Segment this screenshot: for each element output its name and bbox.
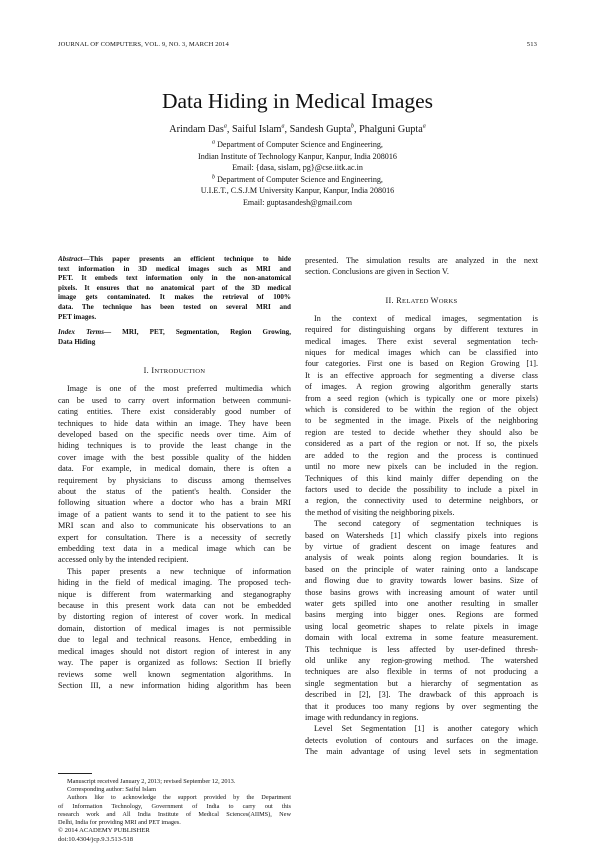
intro-paragraph-2 [58,566,291,691]
text-line: that it produces too many regions by over segmenting the [305,701,538,711]
text-line: requirement by physicians to discuss among themselves [58,475,291,485]
footnote-ack-line: research work and All India Institute of Medical Sciences(AIIMS), New [58,810,291,818]
related-paragraph-1 [305,313,538,518]
abstract-line: PET images. [58,312,97,321]
text-line: It is an effective approach for segmenting a diverse class [305,370,538,380]
index-terms-label: Index Terms [58,328,104,337]
text-line: image of a patient wants to send it to the patient to see his [58,509,291,519]
footnote-manuscript: Manuscript received January 2, 2013; revised September 12, 2013. [67,778,236,785]
text-line: techniques to hide data within an image. They have been [58,418,291,428]
text-line: are added to the region and the process is continued [305,450,538,460]
text-line: Level Set Segmentation [1] is another category which [314,724,538,734]
text-line: which is considered to be within the region of the object [305,405,538,415]
text-line: until no more new pixels can be included in the region. [305,462,538,472]
page-number: 513 [526,41,537,48]
text-line: of images. A region growing algorithm generally starts [305,382,538,392]
text-line: medical images should not distort region of interest in any [58,646,291,656]
text-line: hiding techniques is to provide the least change in the [58,441,291,451]
text-line: factors used to decide the possibility to include a pixel in [305,484,538,494]
related-paragraph-3 [305,723,538,757]
text-line: single segmentation but a hierarchy of segmentation as [305,678,538,688]
footnote-ack-line: Authors like to acknowledge the support provided by the Department [67,794,291,802]
affiliation-a-dept: $^a$ Department of Computer Science and Engineering, [212,139,383,149]
footnote-corresponding: Corresponding author: Saiful Islam [67,786,157,794]
text-line: and flowing due to gravity towards lower basins. Size of [305,576,538,586]
paper-title: Data Hiding in Medical Images [161,89,434,113]
copyright-line: © 2014 ACADEMY PUBLISHER [58,827,150,834]
text-line: Techniques of this kind mainly differ depending on the [305,473,538,483]
text-line: considered as a part of the region or not. If so, the pixels [305,439,538,449]
author-name: Phalguni Gupta [359,124,423,135]
text-line: way. The paper is organized as follows: Section II briefly [58,658,291,668]
text-line: the method of visiting the neighboring pixels. [305,507,455,517]
text-line: Image is one of the most preferred multimedia which [67,384,291,394]
author-affiliation-mark: a [223,123,227,130]
text-line: analysis of weak points along region boundaries. It is [305,553,538,563]
text-line: based on the principle of water raining onto a landscape [305,564,538,574]
text-line: detects evolution of contours and surfaces on the image. [305,735,538,745]
author-name: Sandesh Gupta [289,124,351,135]
abstract-line: Abstract—This paper presents an efficient technique to hide [58,255,291,263]
text-line: based on Watersheds [1] which classify pixels into regions [305,530,538,540]
doi-line: doi:10.4304/jcp.9.3.513-518 [58,835,134,843]
abstract-line: pixels. It ensures that no anatomical part of the 3D medical [58,283,291,292]
text-line: described in [2], [3]. The drawback of this approach is [305,690,538,700]
text-line: domain, distortion of medical images is not permissible [58,623,291,633]
text-line: using local geometric shapes to relate pixels in image [305,621,538,631]
intro-paragraph-1 [58,383,291,566]
journal-name: JOURNAL OF COMPUTERS, VOL. 9, NO. 3, MARCH 2014 [58,41,229,48]
affiliation-a-institute: Indian Institute of Technology Kanpur, Kanpur, India 208016 [198,151,397,161]
text-line: section. Conclusions are given in Section V. [305,267,449,277]
affiliation-a-email: Email: {dasa, sislam, pg}@cse.iitk.ac.in [232,163,363,173]
text-line: cating entities. There exist considerably good number of [58,407,291,417]
text-line: niques for medical images which can be classified into [305,348,538,358]
text-line: due to legal and technical reasons. Hence, embedding in [58,635,291,645]
author-name: Arindam Das [169,124,224,135]
text-line: four categories. First one is based on Region Growing [1]. [305,359,538,369]
text-line: region are tested to decide whether they should also be [305,427,538,437]
text-line: nique is different from watermarking and steganography [58,589,291,599]
footnote-ack-line: of Information Technology, Government of India to carry out this [58,802,291,810]
text-line: domain with local extrema in some feature measurement. [305,633,538,643]
text-line: following situation where a doctor who has a brain MRI [58,498,291,508]
text-line: Section III, a new information hiding algorithm has been [58,680,291,690]
text-line: cover image with the best possible quality of the hidden [58,452,291,462]
author-affiliation-mark: a [281,123,285,130]
left-column [58,255,291,691]
text-line: about the status of the patient's health. Consider the [58,487,291,496]
text-line: reviews some well known segmentation algorithms. In [58,669,291,679]
intro-continuation [305,255,538,278]
text-line: by distorting region of interest of cover work. In medical [58,612,291,622]
author-affiliation-mark: a [422,123,426,130]
abstract [58,255,291,322]
text-line: techniques are also flexible in terms of not producing a [305,667,538,677]
text-line: The main advantage of using level sets in segmentation [305,747,538,757]
text-line: basins merging into bigger ones. Regions are formed [305,610,538,620]
abstract-label: Abstract [58,255,83,263]
author-list: Arindam Das$^a$, Saiful Islam$^a$, Sandesh Gupta$^b$, Phalguni Gupta$^a$ [169,123,426,135]
text-line: a region, the connectivity used to determine neighbors, or [305,496,538,506]
affiliation-b-institute: U.I.E.T., C.S.J.M University Kanpur, Kanpur, India 208016 [200,186,395,196]
text-line: because in this present work data can not be embedded [58,601,291,611]
text-line: those basins grows with increasing amount of water until [305,587,538,597]
text-line: to be segmented in the image. Pixels of the neighboring [305,416,538,426]
footnote-ack-line: Delhi, India for providing MRI and PET images. [58,819,181,827]
abstract-line: data. The technique has been tested on several MRI and [58,302,291,311]
affiliations [58,139,537,209]
text-line: In the context of medical images, segmentation is [314,313,538,323]
abstract-line: text information in 3D medical images such as MRI and [58,264,291,273]
text-line: accessed only by the intended recipient. [58,555,189,565]
text-line: water gets spilled into one another resulting in smaller [305,598,538,608]
text-line: The second category of segmentation techniques is [314,519,538,529]
index-terms [58,328,291,347]
footnote-rule [58,773,92,774]
text-line: image with redundancy in regions. [305,713,419,723]
text-line: This paper presents a new technique of information [67,566,291,576]
text-line: MRI scan and also to communicate his observations to an [58,521,291,531]
text-line: embedding text data in a medical image which can be [58,544,291,554]
section-heading-related-works: II. RELATED WORKS [385,295,458,305]
text-line: data. For example, in medical domain, there is often a [58,464,291,474]
text-line: medical images. There exist several segmentation tech- [305,336,538,346]
text-line: required for distinguishing organs by different textures in [305,325,538,335]
abstract-line: image gets contaminated. It makes the retrieval of 100% [58,293,291,302]
text-line: expert for consultation. There is a necessity of secretly [58,532,291,542]
related-paragraph-2 [305,518,538,723]
text-line: This technique is less affected by user-defined thresh- [305,644,538,654]
index-terms-line: Data Hiding [58,337,96,346]
text-line: old unlike any region-growing method. The watershed [305,656,538,665]
footnotes [58,778,291,827]
text-line: presented. The simulation results are analyzed in the next [305,256,538,265]
abstract-line: PET. It embeds text information only in the non-anatomical [58,274,291,283]
section-heading-introduction: I. INTRODUCTION [143,366,206,376]
author-name: Saiful Islam [231,124,282,135]
right-column [305,255,538,758]
index-terms-line: Index Terms— MRI, PET, Segmentation, Region Growing, [58,328,291,337]
text-line: developed based on the specific needs over time. Aim of [58,429,291,439]
publisher-info [58,827,150,844]
text-line: hiding in the field of medical imaging. The proposed tech- [58,578,291,588]
affiliation-b-dept: $^b$ Department of Computer Science and Engineering, [212,174,383,184]
affiliation-b-email: Email: guptasandesh@gmail.com [242,197,353,207]
author-affiliation-mark: b [350,123,354,130]
text-line: from a seed region (which is typically one or more pixels) [305,393,538,403]
text-line: by virtue of gradient descent on image features and [305,541,538,551]
text-line: can be used to carry overt information between communi- [58,395,291,405]
